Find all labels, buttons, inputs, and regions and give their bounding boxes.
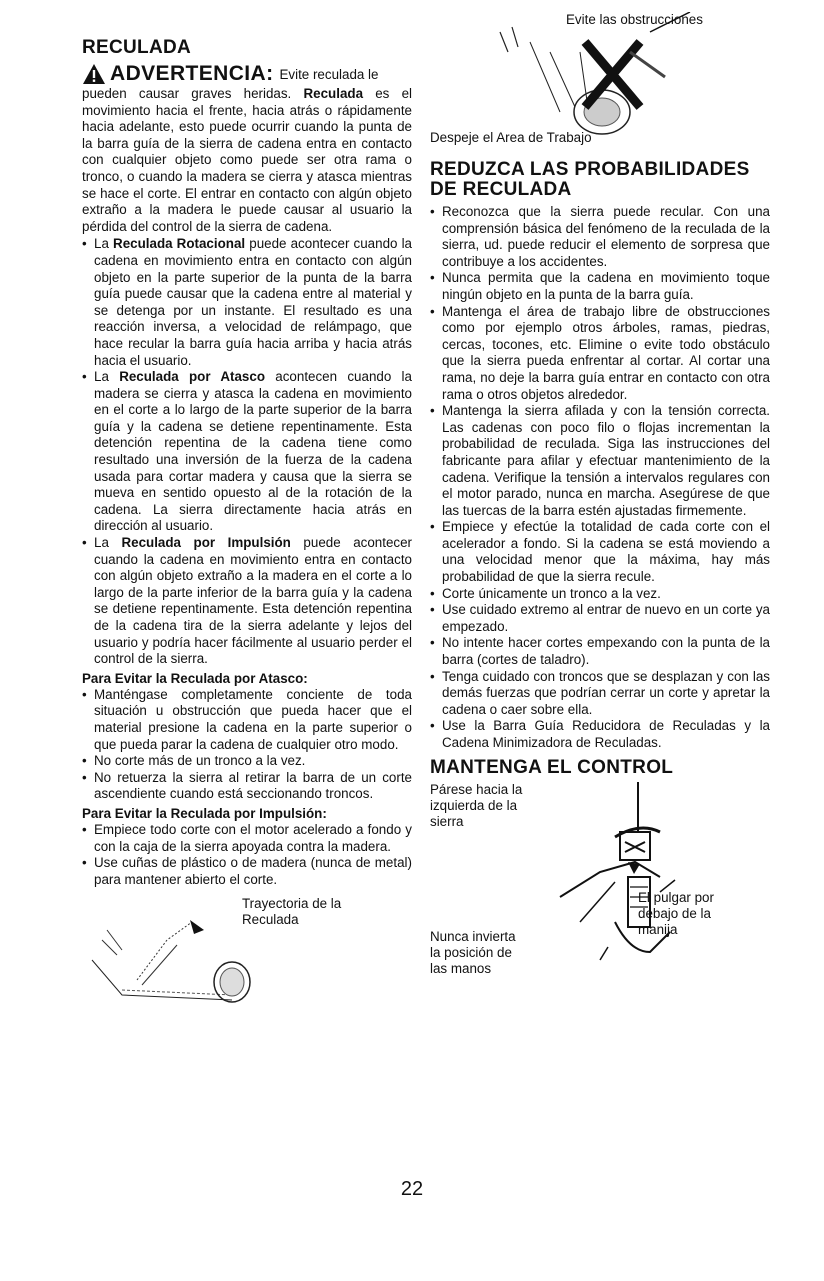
pinch-list: [82, 687, 412, 803]
kickback-path-figure: [82, 894, 412, 1014]
list-item: • Use la Barra Guía Reducidora de Reculadas y la Cadena Minimizadora de Reculadas.: [430, 718, 770, 751]
kickback-caption-1: Trayectoria de la: [242, 896, 342, 912]
stand-left-label-1: Párese hacia la: [430, 781, 523, 797]
hands-on-saw-illustration: [520, 782, 700, 982]
stand-left-label-3: sierra: [430, 813, 464, 829]
list-item: • Use cuñas de plástico o de madera (nunca de metal) para mantener abierto el corte.: [82, 855, 412, 888]
left-column: [82, 38, 412, 1014]
obstructions-illustration: [490, 12, 710, 142]
pushback-list: [82, 822, 412, 888]
list-item: • No corte más de un tronco a la vez.: [82, 753, 412, 770]
warning-line: [82, 62, 412, 86]
list-item: • La Reculada Rotacional puede acontecer cuando la cadena en movimiento entra en contacto con algún objeto en la parte superior de la punta de la barra guía puede causar que la cadena entre al material y se detenga por un instante. El resultado es una reacción inversa, a velocidad de relámpago, que hace recular la barra guía hacia arriba y hacia atrás hacia el usuario.: [82, 236, 412, 369]
page-number: 22: [400, 1178, 424, 1200]
kickback-types-list: [82, 236, 412, 667]
list-item: • Tenga cuidado con troncos que se desplazan y con las demás fuerzas que podrían cerrar un corte y apretar la cadena o caer sobre ella.: [430, 669, 770, 719]
never-invert-label-3: las manos: [430, 960, 492, 976]
list-item: • Nunca permita que la cadena en movimiento toque ningún objeto en la punta de la barra guía.: [430, 270, 770, 303]
heading-reduce-line2: DE RECULADA: [430, 179, 572, 200]
warning-word: ADVERTENCIA:: [110, 62, 274, 85]
heading-reduce-line1: REDUZCA LAS PROBABILIDADES: [430, 159, 750, 180]
list-item: • La Reculada por Atasco acontecen cuando la madera se cierra y atasca la cadena en movimiento en el corte a lo largo de la parte superior de la barra guía y la cadena se detiene repentinamente. Esta detención repentina de la cadena tiene como resultado una inversión de la fuerza de la cadena usada para cortar madera y causa que la sierra se mueva en sentido opuesto al de la rotación de la cadena. La sierra directamente hacia atrás en dirección al usuario.: [82, 369, 412, 535]
obstructions-label: Despeje el Area de Trabajo: [430, 130, 592, 145]
list-item: • Mantenga la sierra afilada y con la tensión correcta. Las cadenas con poco filo o flojas incrementan la probabilidad de reculada. Siga las instrucciones del fabricante para afilar y efectuar mantenimiento de la cadena. Verifique la tensión a intervalos regulares con el motor parado, nunca en marcha. Asegúrese de que las tuercas de la barra estén ajustadas firmemente.: [430, 403, 770, 519]
subheading-pinch: Para Evitar la Reculada por Atasco:: [82, 670, 308, 686]
list-item: • La Reculada por Impulsión puede acontecer cuando la cadena en movimiento entra en contacto con algún objeto extraño a la madera en el corte a lo largo de la parte inferior de la barra guía y la cadena se detiene repentinamente. Esta detención repentina de la cadena tira de la sierra adelante y lejos del usuario y podría hacer fácilmente al usuario perder el control de la sierra.: [82, 535, 412, 668]
thumb-label-2: debajo de la: [638, 905, 711, 921]
list-item: • Empiece y efectúe la totalidad de cada corte con el acelerador a fondo. Si la cadena se está moviendo a una velocidad menor que la máxima, hay más probabilidad de que la sierra recule.: [430, 519, 770, 585]
stand-left-label-2: izquierda de la: [430, 797, 518, 813]
obstructions-figure: [430, 12, 770, 150]
kickback-caption-2: Reculada: [242, 912, 299, 928]
list-item: • No intente hacer cortes empexando con la punta de la barra (cortes de taladro).: [430, 635, 770, 668]
intro-paragraph: pueden causar graves heridas. Reculada es el movimiento hacia el frente, hacia atrás o rápidamente hacia adelante, esto puede ocurrir cuando la punta de la barra guía de la sierra de cadena entra en contacto con cualquier objeto como puede ser otra rama o tronco, o cuando la madera se cierra y atasca mientras se hace el corte. El entrar en contacto con algún objeto extraño a la madera le puede causar al usuario la pérdida del control de la sierra de cadena.: [82, 86, 412, 234]
thumb-label-1: El pulgar por: [638, 889, 714, 905]
never-invert-label-1: Nunca invierta: [430, 928, 516, 944]
list-item: • No retuerza la sierra al retirar la barra de un corte ascendiente cuando está seccionando troncos.: [82, 770, 412, 803]
thumb-label-3: manija: [638, 921, 678, 937]
heading-control: MANTENGA EL CONTROL: [430, 756, 674, 778]
list-item: • Mantenga el área de trabajo libre de obstrucciones como por ejemplo otros árboles, ramas, piedras, cercas, tocones, etc. Elimine o evite todo obstáculo que la sierra pueda enfrentar al cortar. Al cortar una rama, no deje la barra guía entrar en contacto con otra rama o otros objetos alrededor.: [430, 304, 770, 404]
section-heading-reculada: RECULADA: [82, 37, 192, 58]
list-item: • Empiece todo corte con el motor acelerado a fondo y con la caja de la sierra apoyada contra la madera.: [82, 822, 412, 855]
right-column: [430, 12, 770, 982]
obstructions-caption: Evite las obstrucciones: [566, 12, 703, 27]
control-figure: [430, 782, 770, 982]
list-item: • Reconozca que la sierra puede recular. Con una comprensión básica del fenómeno de la reculada de la sierra, ud. puede reducir el elemento de sorpresa que contribuye a los accidentes.: [430, 204, 770, 270]
list-item: • Manténgase completamente conciente de toda situación u obstrucción que pueda hacer que el material presione la cadena en la parte superior o que pueda parar la cadena de cualquier otro modo.: [82, 687, 412, 753]
list-item: • Use cuidado extremo al entrar de nuevo en un corte ya empezado.: [430, 602, 770, 635]
warning-lead: Evite reculada le: [279, 66, 379, 82]
reduce-kickback-list: [430, 204, 770, 752]
subheading-pushback: Para Evitar la Reculada por Impulsión:: [82, 805, 327, 821]
warning-triangle-icon: [82, 63, 106, 85]
never-invert-label-2: la posición de: [430, 944, 512, 960]
list-item: • Corte únicamente un tronco a la vez.: [430, 586, 770, 603]
